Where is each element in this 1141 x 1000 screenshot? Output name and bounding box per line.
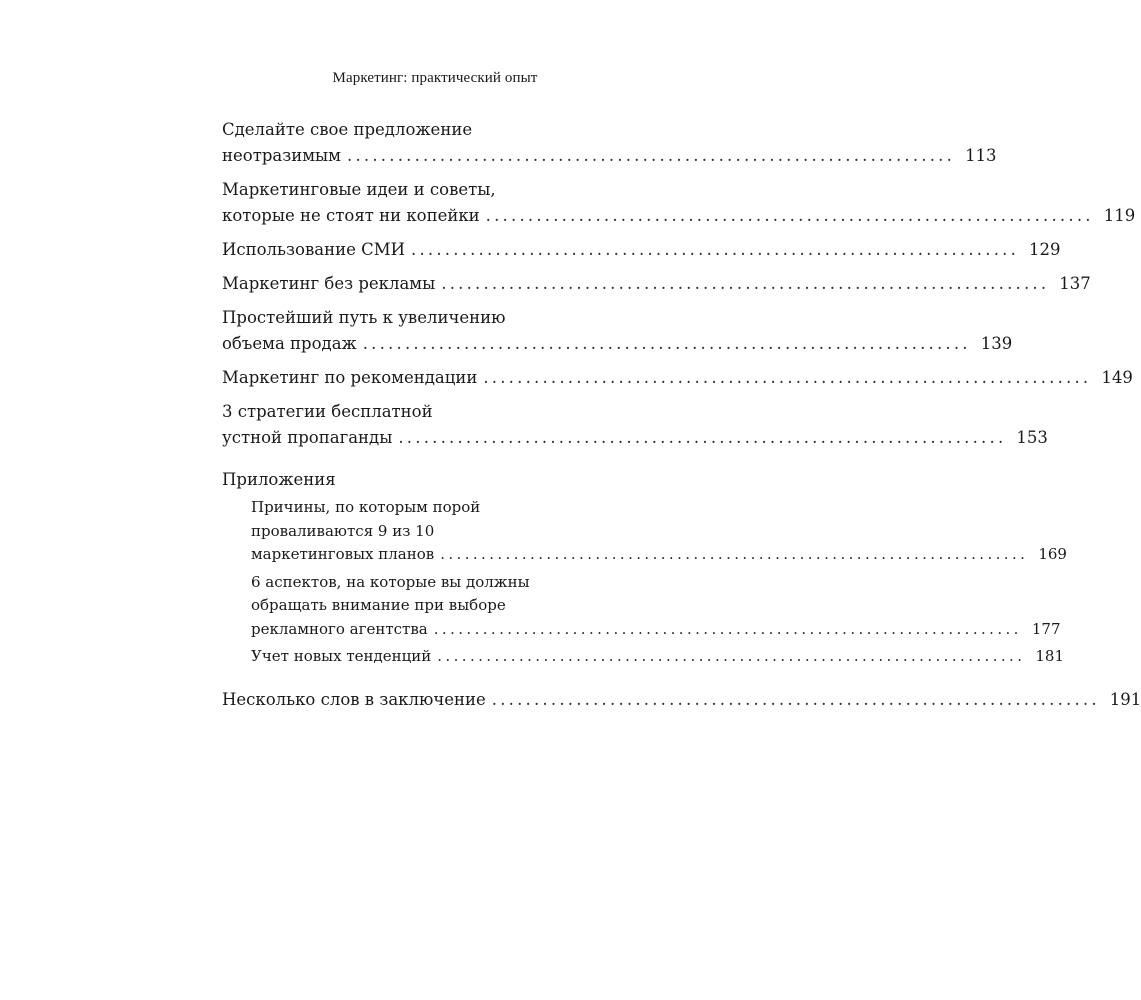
toc-entry-title: Причины, по которым порой — [251, 498, 481, 516]
toc-entry-title: которые не стоят ни копейки — [222, 206, 480, 225]
toc-page-number: 181 — [1035, 647, 1065, 665]
toc-subentry[interactable] — [222, 496, 1067, 567]
toc-entry-title: Маркетинг по рекомендации — [222, 368, 478, 387]
toc-entry-title: маркетинговых планов — [251, 545, 435, 563]
toc-entry[interactable] — [222, 117, 997, 169]
toc-page-number: 177 — [1031, 619, 1061, 638]
toc-entry[interactable] — [222, 399, 1048, 451]
toc-entry-title: 3 стратегии бесплатной — [222, 402, 433, 421]
toc-entry-title: Сделайте свое предложение — [222, 120, 473, 139]
toc-entry-title: неотразимым — [222, 146, 342, 165]
toc-entry[interactable] — [222, 237, 1061, 263]
toc-page-number: 191 — [1109, 689, 1141, 709]
toc-page-number: 137 — [1059, 274, 1091, 293]
dot-leader: ........................................................................ — [483, 368, 1092, 387]
dot-leader: ........................................................................ — [398, 428, 1007, 447]
dot-leader: ........................................................................ — [485, 206, 1094, 225]
appendix-heading[interactable]: Приложения — [222, 470, 336, 489]
toc-entry[interactable] — [222, 687, 1141, 713]
toc-entry-title: Маркетинговые идеи и советы, — [222, 180, 496, 199]
dot-leader: ........................................................................ — [437, 647, 1026, 665]
running-head: Маркетинг: практический опыт — [332, 70, 538, 86]
toc-entry-title: объема продаж — [222, 334, 357, 353]
dot-leader: ........................................................................ — [411, 240, 1020, 259]
toc-subentry[interactable] — [222, 571, 1061, 642]
toc-entry-title: Простейший путь к увеличению — [222, 308, 506, 327]
dot-leader: ........................................................................ — [347, 146, 956, 165]
toc-entry-title: проваливаются 9 из 10 — [251, 521, 435, 540]
toc-entry-title: Несколько слов в заключение — [222, 689, 486, 709]
toc-entry-title: 6 аспектов, на которые вы должны — [251, 572, 530, 591]
toc-page-number: 119 — [1103, 206, 1136, 225]
dot-leader: ........................................................................ — [440, 545, 1029, 563]
toc-page-number: 169 — [1038, 545, 1067, 563]
toc-entry-title: рекламного агентства — [251, 619, 428, 638]
toc-page-number: 113 — [965, 146, 997, 165]
toc-entry[interactable] — [222, 271, 1091, 297]
toc-page-number: 139 — [980, 334, 1013, 353]
toc-page-number: 149 — [1101, 368, 1133, 387]
dot-leader: ........................................................................ — [441, 274, 1050, 293]
dot-leader: ........................................................................ — [362, 334, 971, 353]
toc-page-number: 129 — [1029, 240, 1061, 259]
table-of-contents — [222, 117, 1141, 713]
toc-entry-title: обращать внимание при выборе — [251, 596, 506, 614]
toc-entry[interactable] — [222, 305, 1013, 357]
toc-page-number: 153 — [1016, 428, 1048, 447]
toc-entry-title: Учет новых тенденций — [251, 647, 432, 665]
toc-entry-title: Маркетинг без рекламы — [222, 274, 436, 293]
dot-leader: ........................................................................ — [433, 619, 1022, 638]
dot-leader: ........................................................................ — [491, 689, 1100, 709]
toc-entry[interactable] — [222, 177, 1136, 229]
toc-entry-title: Использование СМИ — [222, 240, 405, 259]
toc-entry-title: устной пропаганды — [222, 428, 393, 447]
toc-subentry[interactable] — [222, 645, 1065, 669]
toc-entry[interactable] — [222, 365, 1133, 391]
